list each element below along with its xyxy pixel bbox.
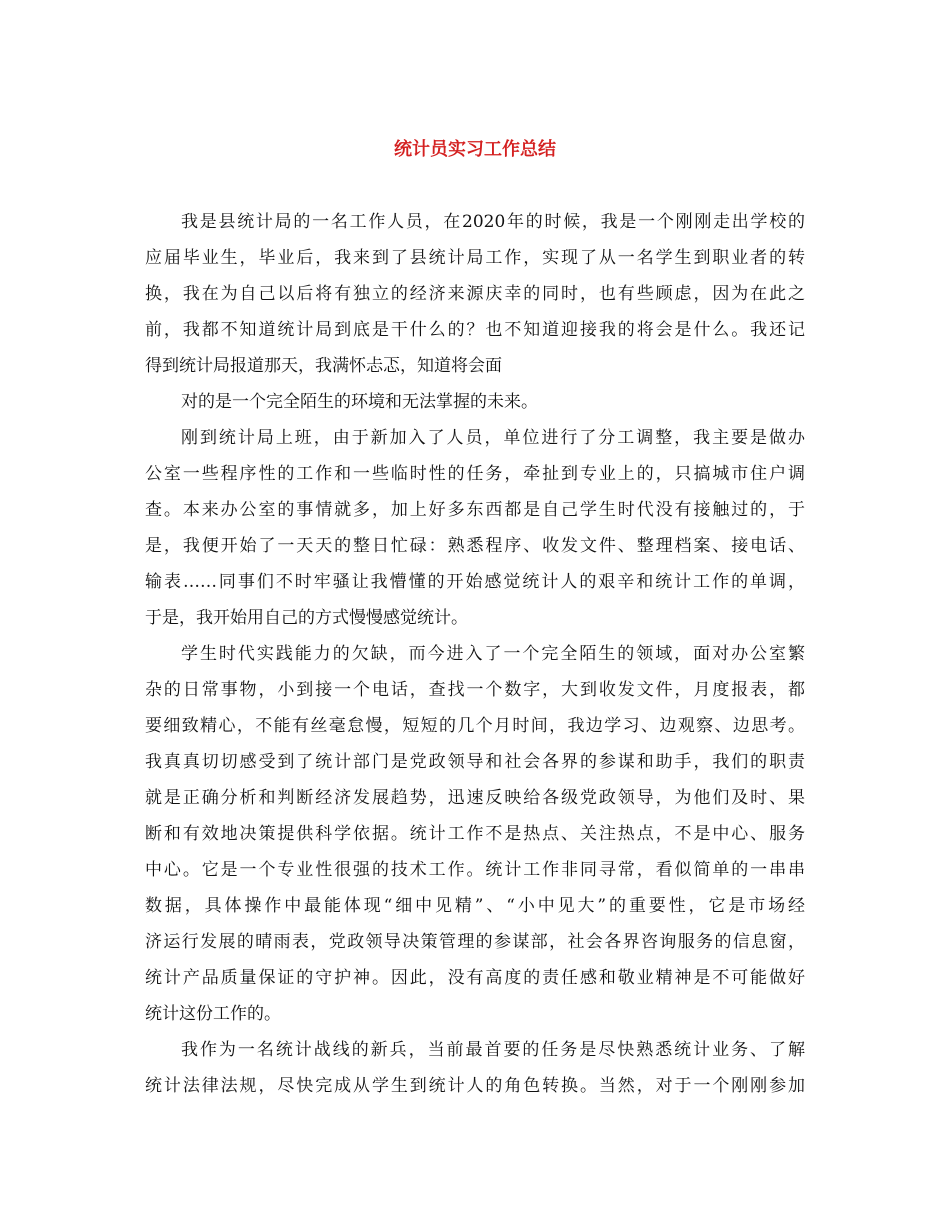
text-line: 杂的日常事物，小到接一个电话，查找一个数字，大到收发文件，月度报表，都 (145, 680, 805, 700)
document-title: 统计员实习工作总结 (394, 139, 556, 160)
text-line: 是，我便开始了一天天的整日忙碌：熟悉程序、收发文件、整理档案、接电话、 (145, 536, 805, 556)
text-line: 我真真切切感受到了统计部门是党政领导和社会各界的参谋和助手，我们的职责 (145, 752, 805, 772)
document-body (145, 204, 805, 1104)
text-line: 得到统计局报道那天，我满怀忐忑，知道将会面 (145, 356, 502, 376)
text-line: 输表……同事们不时牢骚让我懵懂的开始感觉统计人的艰辛和统计工作的单调， (145, 572, 805, 592)
text-line: 学生时代实践能力的欠缺，而今进入了一个完全陌生的领域，面对办公室繁 (181, 644, 805, 664)
text-line: 查。本来办公室的事情就多，加上好多东西都是自己学生时代没有接触过的，于 (145, 500, 805, 520)
text-line: 前，我都不知道统计局到底是干什么的？也不知道迎接我的将会是什么。我还记 (145, 320, 805, 340)
text-line: 要细致精心，不能有丝毫怠慢，短短的几个月时间，我边学习、边观察、边思考。 (145, 716, 805, 736)
text-line: 应届毕业生，毕业后，我来到了县统计局工作，实现了从一名学生到职业者的转 (145, 248, 805, 268)
text-line: 统计法律法规，尽快完成从学生到统计人的角色转换。当然，对于一个刚刚参加 (145, 1076, 805, 1096)
text-line: 数据，具体操作中最能体现“细中见精”、“小中见大”的重要性，它是市场经 (145, 896, 805, 916)
text-line: 济运行发展的晴雨表，党政领导决策管理的参谋部，社会各界咨询服务的信息窗， (145, 932, 805, 952)
text-line: 就是正确分析和判断经济发展趋势，迅速反映给各级党政领导，为他们及时、果 (145, 788, 805, 808)
text-line: 统计产品质量保证的守护神。因此，没有高度的责任感和敬业精神是不可能做好 (145, 968, 805, 988)
text-line: 断和有效地决策提供科学依据。统计工作不是热点、关注热点，不是中心、服务 (145, 824, 805, 844)
text-line: 公室一些程序性的工作和一些临时性的任务，牵扯到专业上的，只搞城市住户调 (145, 464, 805, 484)
text-line: 换，我在为自己以后将有独立的经济来源庆幸的同时，也有些顾虑，因为在此之 (145, 284, 805, 304)
text-line: 统计这份工作的。 (145, 1004, 281, 1024)
text-line: 我作为一名统计战线的新兵，当前最首要的任务是尽快熟悉统计业务、了解 (181, 1040, 805, 1060)
text-line: 于是，我开始用自己的方式慢慢感觉统计。 (145, 608, 468, 628)
text-line: 刚到统计局上班，由于新加入了人员，单位进行了分工调整，我主要是做办 (181, 428, 805, 448)
text-line: 中心。它是一个专业性很强的技术工作。统计工作非同寻常，看似简单的一串串 (145, 860, 805, 880)
text-line: 我是县统计局的一名工作人员，在2020年的时候，我是一个刚刚走出学校的 (181, 212, 805, 232)
text-line: 对的是一个完全陌生的环境和无法掌握的未来。 (181, 392, 538, 412)
